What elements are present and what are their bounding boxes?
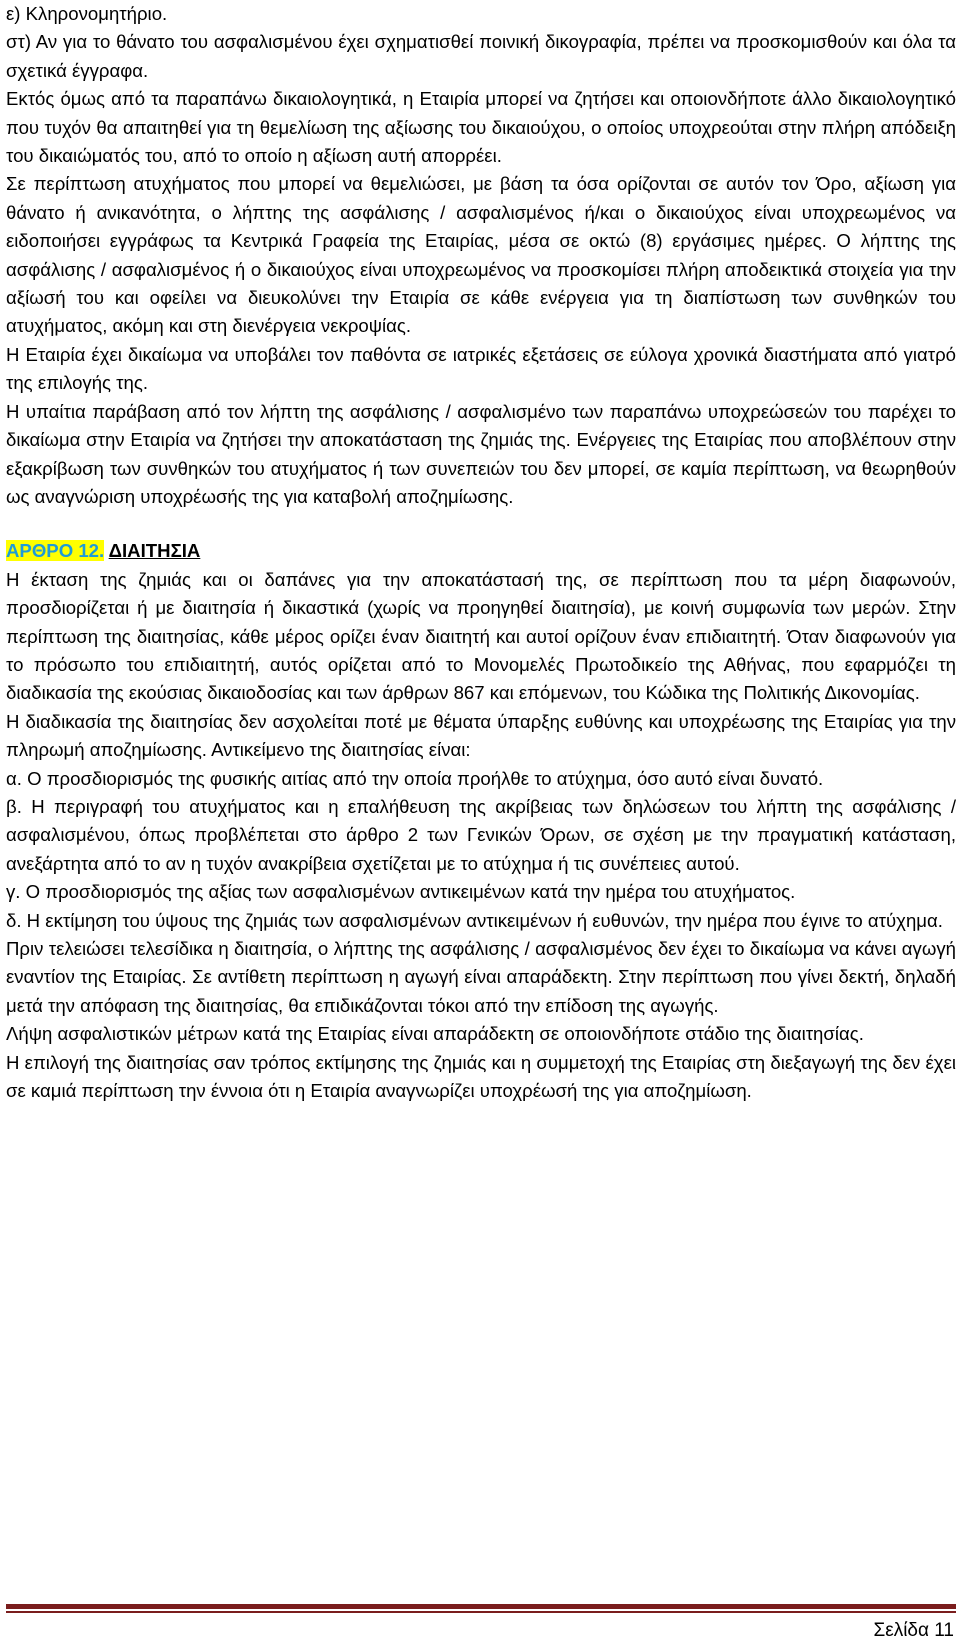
paragraph-arbitration-scope: Η έκταση της ζημιάς και οι δαπάνες για την αποκατάστασή της, σε περίπτωση που τα μέρη διαφωνούν, προσδιορίζεται ή με διαιτησία ή δικαστικά (χωρίς να προηγηθεί διαιτησία), με κοινή συμφωνία των μερών. Στην περίπτωση της διαιτησίας, κάθε μέρος ορίζει έναν διαιτητή και αυτοί ορίζουν έναν επιδιαιτητή. Όταν διαφωνούν για το πρόσωπο του επιδιαιτητή, αυτός ορίζεται από το Μονομελές Πρωτοδικείο της Αθήνας, που εφαρμόζει τη διαδικασία της εκούσιας δικαιοδοσίας και των άρθρων 867 και επόμενων, του Κώδικα της Πολιτικής Δικονομίας. (6, 568, 956, 704)
paragraph-inheritance-certificate: ε) Κληρονομητήριο. (6, 3, 168, 24)
footer-rule-thin (6, 1611, 956, 1613)
page-body (6, 0, 956, 1105)
paragraph-medical-exams: Η Εταιρία έχει δικαίωμα να υποβάλει τον παθόντα σε ιατρικές εξετάσεις σε εύλογα χρονικά διαστήματα από γιατρό της επιλογής της. (6, 343, 956, 394)
paragraph-criminal-file: στ) Αν για το θάνατο του ασφαλισμένου έχει σχηματισθεί ποινική δικογραφία, πρέπει να προσκομισθούν και όλα τα σχετικά έγγραφα. (6, 31, 956, 81)
footer-rule-thick (6, 1604, 956, 1609)
list-item-b: β. Η περιγραφή του ατυχήματος και η επαλήθευση της ακρίβειας των δηλώσεων του λήπτη της ασφάλισης / ασφαλισμένου, όπως προβλέπεται στο άρθρο 2 των Γενικών Όρων, σε σχέση με την πραγματική κατάσταση, ανεξάρτητα από το αν η τυχόν ανακρίβεια σχετίζεται με το ατύχημα ή τις συνέπειες αυτού. (6, 795, 956, 874)
list-item-d: δ. Η εκτίμηση του ύψους της ζημιάς των ασφαλισμένων αντικειμένων ή ευθυνών, την ημέρα που έγινε το ατύχημα. (6, 909, 943, 931)
list-item-c: γ. Ο προσδιορισμός της αξίας των ασφαλισμένων αντικειμένων κατά την ημέρα του ατυχήματος. (6, 881, 796, 903)
section-spacer (6, 511, 956, 537)
paragraph-no-acknowledgement: Η επιλογή της διαιτησίας σαν τρόπος εκτίμησης της ζημιάς και η συμμετοχή της Εταιρίας στη διεξαγωγή της δεν έχει σε καμιά περίπτωση την έννοια ότι η Εταιρία αναγνωρίζει υποχρέωσή της για αποζημίωση. (6, 1051, 956, 1102)
paragraph-accident-notification: Σε περίπτωση ατυχήματος που μπορεί να θεμελιώσει, με βάση τα όσα ορίζονται σε αυτόν τον Όρο, αξίωση για θάνατο ή ανικανότητα, ο λήπτης της ασφάλισης / ασφαλισμένος ή/και ο δικαιούχος είναι υποχρεωμένος να ειδοποιήσει εγγράφως τα Κεντρικά Γραφεία της Εταιρίας, μέσα σε οκτώ (8) εργάσιμες ημέρες. Ο λήπτης της ασφάλισης / ασφαλισμένος ή ο δικαιούχος είναι υποχρεωμένος να προσκομίσει πλήρη αποδεικτικά στοιχεία για την αξίωσή του και οφείλει να διευκολύνει την Εταιρία σε κάθε ενέργεια για τη διαπίστωση των συνθηκών του ατυχήματος, ακόμη και στη διενέργεια νεκροψίας. (6, 173, 956, 337)
paragraph-arbitration-subject: Η διαδικασία της διαιτησίας δεν ασχολείται ποτέ με θέματα ύπαρξης ευθύνης και υποχρέωσης της Εταιρίας για την πληρωμή αποζημίωσης. Αντικείμενο της διαιτησίας είναι: (6, 710, 956, 761)
article-title: ΔΙΑΙΤΗΣΙΑ (108, 540, 201, 562)
page-number: Σελίδα 11 (873, 1620, 954, 1641)
article-heading (6, 537, 956, 565)
list-item-a: α. Ο προσδιορισμός της φυσικής αιτίας από την οποία προήλθε το ατύχημα, όσο αυτό είναι δυνατό. (6, 767, 824, 789)
paragraph-breach-of-obligations: Η υπαίτια παράβαση από τον λήπτη της ασφάλισης / ασφαλισμένο των παραπάνω υποχρεώσεών του παρέχει το δικαίωμα στην Εταιρία να ζητήσει την αποκατάσταση της ζημιάς της. Ενέργειες της Εταιρίας που αποβλέπουν στην εξακρίβωση των συνθηκών του ατυχήματος ή των συνεπειών του δεν μπορεί, σε καμία περίπτωση, να θεωρηθούν ως αναγνώριση υποχρέωσής της για καταβολή αποζημίωσης. (6, 400, 956, 507)
paragraph-no-lawsuit-before-arbitration: Πριν τελειώσει τελεσίδικα η διαιτησία, ο λήπτης της ασφάλισης / ασφαλισμένος δεν έχει το δικαίωμα να κάνει αγωγή εναντίον της Εταιρίας. Σε αντίθετη περίπτωση η αγωγή είναι απαράδεκτη. Στην περίπτωση που γίνει δεκτή, δηλαδή μετά την απόφαση της διαιτησίας, θα επιδικάζονται τόκοι από την επίδοση της αγωγής. (6, 938, 956, 1016)
article-number: ΑΡΘΡΟ 12. (6, 540, 105, 562)
paragraph-additional-documents: Εκτός όμως από τα παραπάνω δικαιολογητικά, η Εταιρία μπορεί να ζητήσει και οποιονδήποτε άλλο δικαιολογητικό που τυχόν θα απαιτηθεί για τη θεμελίωση της αξίωσης του δικαιούχου, ο οποίος υποχρεούται στην πλήρη απόδειξη του δικαιώματός του, από το οποίο η αξίωση αυτή απορρέει. (6, 88, 956, 167)
paragraph-interim-measures: Λήψη ασφαλιστικών μέτρων κατά της Εταιρίας είναι απαράδεκτη σε οποιονδήποτε στάδιο της διαιτησίας. (6, 1023, 864, 1045)
